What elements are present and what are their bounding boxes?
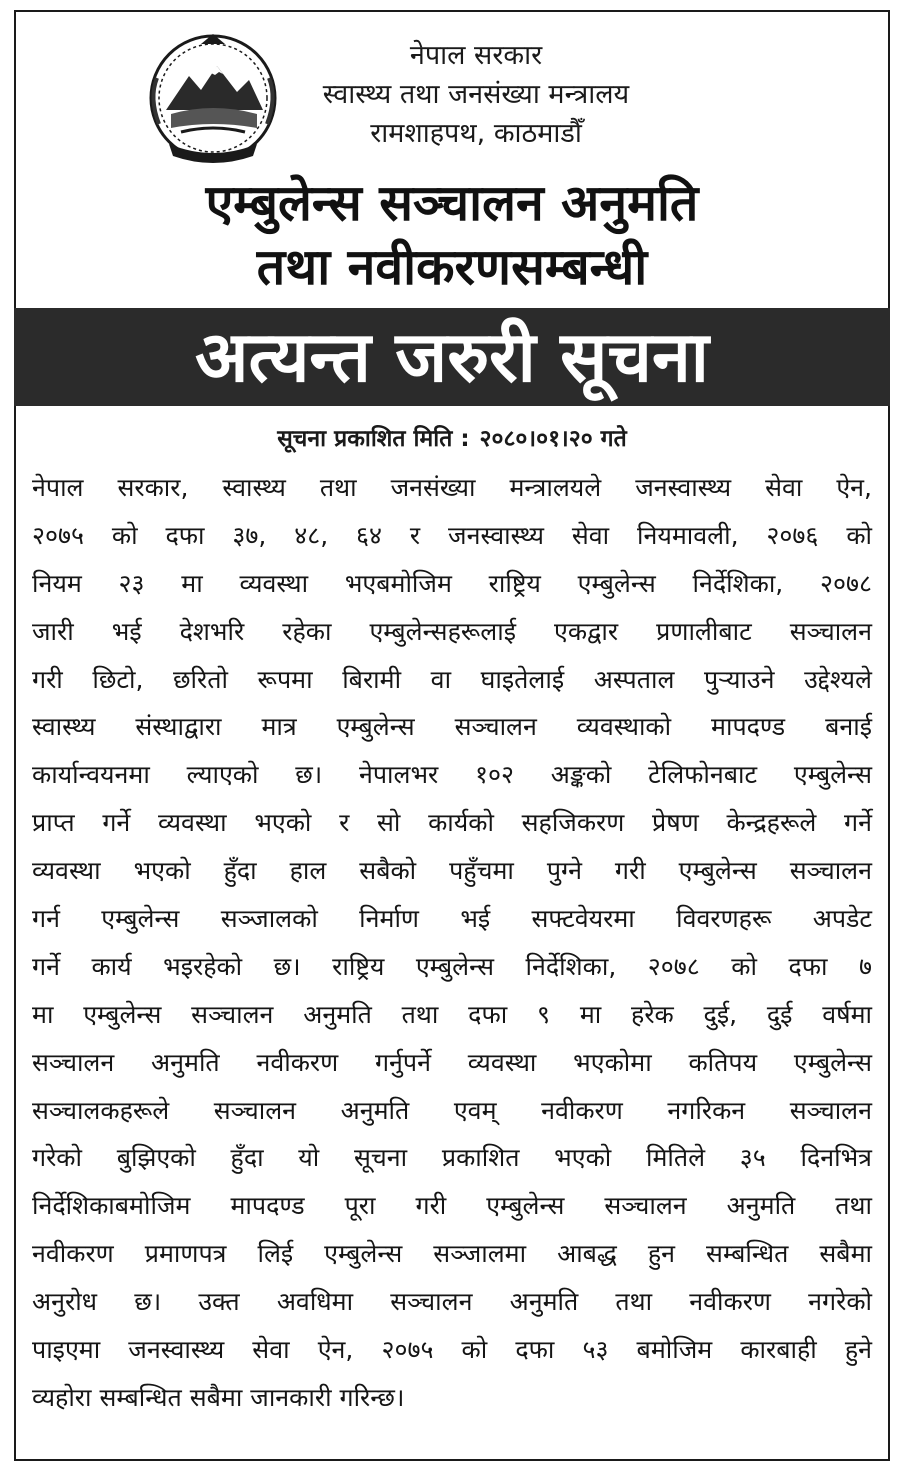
body-line: २०७५ को दफा ३७, ४८, ६४ र जनस्वास्थ्य सेवा नियमावली, २०७६ को	[32, 520, 872, 550]
urgent-notice-banner	[14, 308, 890, 406]
body-line: व्यहोरा सम्बन्धित सबैमा जानकारी गरिन्छ।	[32, 1382, 405, 1412]
body-line: नियम २३ मा व्यवस्था भएबमोजिम राष्ट्रिय एम्बुलेन्स निर्देशिका, २०७८	[32, 568, 872, 598]
body-line: सञ्चालकहरूले सञ्चालन अनुमति एवम् नवीकरण नगरिकन सञ्चालन	[32, 1095, 872, 1125]
body-line: जारी भई देशभरि रहेका एम्बुलेन्सहरूलाई एकद्वार प्रणालीबाट सञ्चालन	[32, 616, 872, 646]
body-line: नेपाल सरकार, स्वास्थ्य तथा जनसंख्या मन्त्रालयले जनस्वास्थ्य सेवा ऐन,	[32, 473, 872, 502]
publication-date-value: २०८०।०१।२० गते	[479, 426, 627, 452]
ministry-name: स्वास्थ्य तथा जनसंख्या मन्त्रालय	[322, 79, 630, 110]
notice-body	[32, 464, 872, 1422]
body-line: व्यवस्था भएको हुँदा हाल सबैको पहुँचमा पुग्ने गरी एम्बुलेन्स सञ्चालन	[32, 856, 872, 886]
publication-date-label: सूचना प्रकाशित मिति :	[277, 426, 470, 452]
body-line: स्वास्थ्य संस्थाद्वारा मात्र एम्बुलेन्स सञ्चालन व्यवस्थाको मापदण्ड बनाई	[32, 712, 872, 742]
body-line: नवीकरण प्रमाणपत्र लिई एम्बुलेन्स सञ्जालमा आबद्ध हुन सम्बन्धित सबैमा	[32, 1239, 872, 1269]
notice-frame	[14, 10, 890, 1461]
body-line: प्राप्त गर्ने व्यवस्था भएको र सो कार्यको सहजिकरण प्रेषण केन्द्रहरूले गर्ने	[32, 808, 872, 838]
body-line: गरी छिटो, छरितो रूपमा बिरामी वा घाइतेलाई अस्पताल पुर्‍याउने उद्देश्यले	[32, 664, 872, 694]
body-line: सञ्चालन अनुमति नवीकरण गर्नुपर्ने व्यवस्था भएकोमा कतिपय एम्बुलेन्स	[32, 1047, 872, 1077]
urgent-notice-heading: अत्यन्त जरुरी सूचना	[195, 316, 709, 398]
ministry-address: रामशाहपथ, काठमाडौँ	[370, 118, 582, 149]
body-line: गर्न एम्बुलेन्स सञ्जालको निर्माण भई सफ्टवेयरमा विवरणहरू अपडेट	[32, 904, 872, 934]
nepal-government-emblem	[141, 28, 286, 168]
government-name: नेपाल सरकार	[409, 40, 543, 71]
notice-title-line-1: एम्बुलेन्स सञ्चालन अनुमति	[205, 174, 699, 232]
publication-date	[16, 422, 888, 456]
body-line: गर्ने कार्य भइरहेको छ। राष्ट्रिय एम्बुलेन्स निर्देशिका, २०७८ को दफा ७	[32, 951, 872, 981]
body-line: अनुरोध छ। उक्त अवधिमा सञ्चालन अनुमति तथा नवीकरण नगरेको	[32, 1287, 872, 1317]
body-line: गरेको बुझिएको हुँदा यो सूचना प्रकाशित भएको मितिले ३५ दिनभित्र	[32, 1143, 872, 1173]
body-line: पाइएमा जनस्वास्थ्य सेवा ऐन, २०७५ को दफा ५३ बमोजिम कारबाही हुने	[32, 1335, 872, 1365]
body-line: निर्देशिकाबमोजिम मापदण्ड पूरा गरी एम्बुलेन्स सञ्चालन अनुमति तथा	[32, 1191, 872, 1221]
body-line: मा एम्बुलेन्स सञ्चालन अनुमति तथा दफा ९ मा हरेक दुई, दुई वर्षमा	[32, 999, 872, 1029]
government-header	[286, 36, 666, 153]
notice-title-line-2: तथा नवीकरणसम्बन्धी	[256, 238, 648, 296]
body-line: कार्यान्वयनमा ल्याएको छ। नेपालभर १०२ अङ्कको टेलिफोनबाट एम्बुलेन्स	[32, 760, 872, 790]
